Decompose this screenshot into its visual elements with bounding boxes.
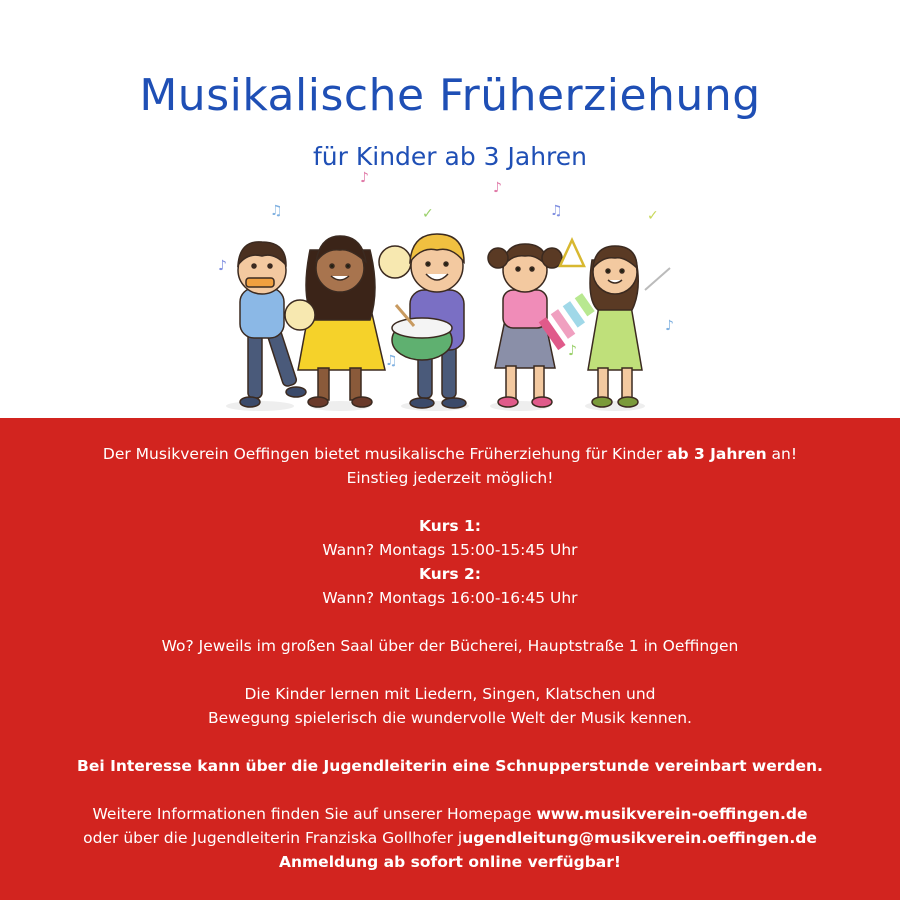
child-xylophone [488, 240, 595, 407]
header-section [0, 0, 900, 418]
description-line-2: Bewegung spielerisch die wundervolle Welt der Musik kennen. [208, 709, 692, 727]
intro-line-1 [0, 442, 900, 466]
svg-text:♫: ♫ [550, 203, 563, 219]
location-text: Wo? Jeweils im großen Saal über der Bücherei, Hauptstraße 1 in Oeffingen [161, 637, 739, 655]
svg-text:✓: ✓ [647, 208, 659, 224]
more-info-line [0, 802, 900, 826]
svg-text:♪: ♪ [493, 180, 502, 196]
child-triangle [588, 246, 670, 407]
registration-text: Anmeldung ab sofort online verfügbar! [279, 853, 621, 871]
age-highlight: ab 3 Jahren [667, 445, 767, 463]
svg-text:♪: ♪ [568, 343, 577, 359]
svg-text:✓: ✓ [422, 206, 434, 222]
child-tambourine [285, 236, 411, 407]
intro-line-2: Einstieg jederzeit möglich! [346, 469, 554, 487]
contact-text: oder über die Jugendleiterin Franziska Gollhofer j [83, 829, 463, 847]
svg-text:♫: ♫ [385, 353, 398, 369]
svg-text:♪: ♪ [665, 318, 674, 334]
intro-text: Der Musikverein Oeffingen bietet musikalische Früherziehung für Kinder [102, 445, 668, 463]
kurs2-time: Wann? Montags 16:00-16:45 Uhr [322, 589, 578, 607]
children-playing-instruments-illustration [200, 170, 700, 415]
kurs2-label: Kurs 2: [418, 565, 482, 583]
intro-suffix: an! [766, 445, 798, 463]
more-info-text: Weitere Informationen finden Sie auf unserer Homepage [92, 805, 537, 823]
contact-line [0, 826, 900, 850]
homepage-link[interactable]: www.musikverein-oeffingen.de [536, 805, 808, 823]
kurs1-time: Wann? Montags 15:00-15:45 Uhr [322, 541, 578, 559]
trial-lesson-text: Bei Interesse kann über die Jugendleiterin eine Schnupperstunde vereinbart werden. [77, 757, 823, 775]
svg-text:♪: ♪ [218, 258, 227, 274]
contact-email-link[interactable]: ugendleitung@musikverein.oeffingen.de [462, 829, 817, 847]
svg-text:♪: ♪ [360, 170, 369, 186]
info-panel [0, 418, 900, 900]
page-subtitle: für Kinder ab 3 Jahren [312, 142, 587, 171]
page-title: Musikalische Früherziehung [139, 70, 761, 121]
description-line-1: Die Kinder lernen mit Liedern, Singen, Klatschen und [244, 685, 656, 703]
kurs1-label: Kurs 1: [418, 517, 482, 535]
svg-text:♫: ♫ [270, 203, 283, 219]
